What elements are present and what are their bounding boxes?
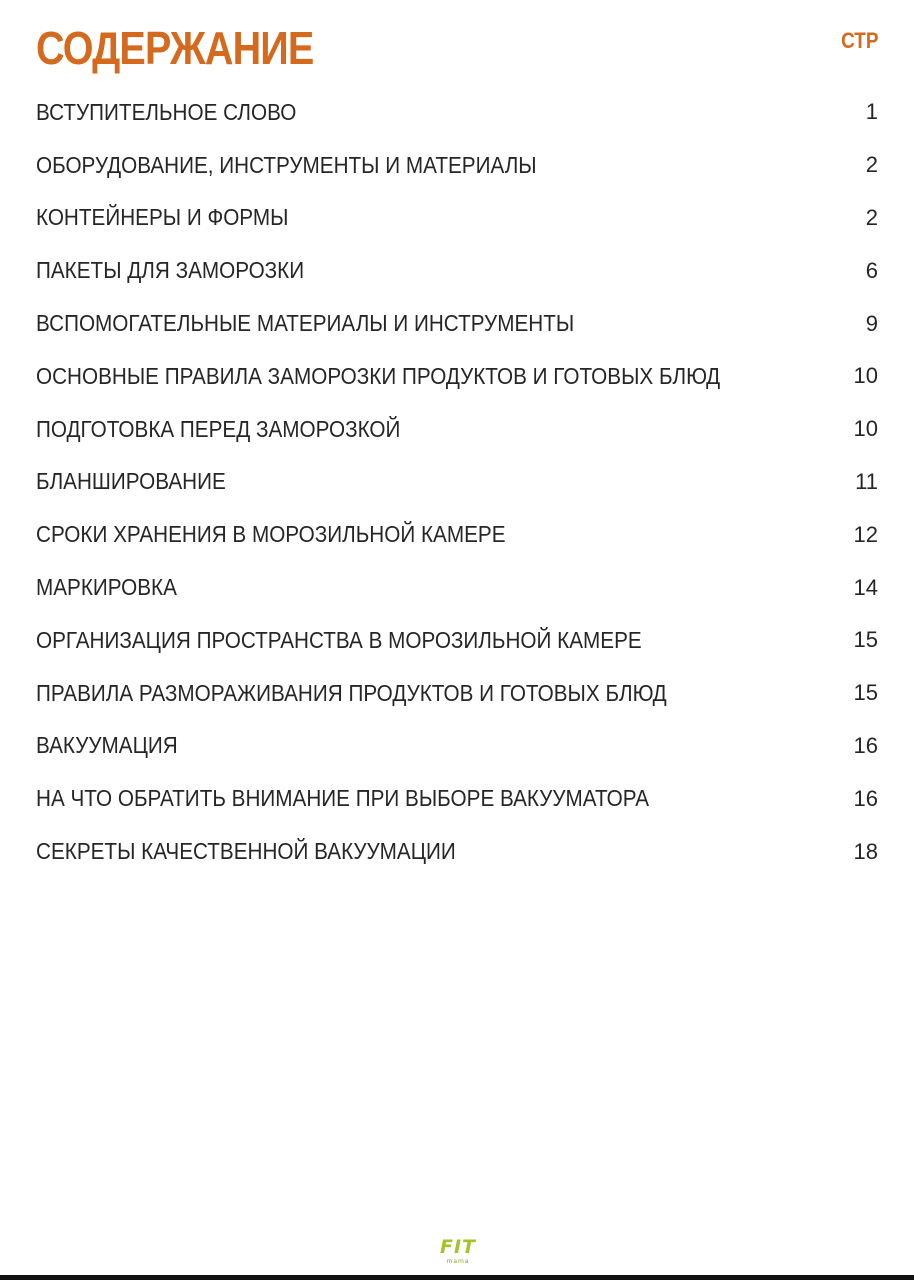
toc-entry-title: БЛАНШИРОВАНИЕ: [36, 468, 226, 495]
toc-entry[interactable]: [36, 297, 878, 350]
toc-entry-title: СРОКИ ХРАНЕНИЯ В МОРОЗИЛЬНОЙ КАМЕРЕ: [36, 521, 506, 548]
toc-entry[interactable]: [36, 244, 878, 297]
toc-entry[interactable]: [36, 772, 878, 825]
toc-entry[interactable]: [36, 561, 878, 614]
toc-entry-title: ОСНОВНЫЕ ПРАВИЛА ЗАМОРОЗКИ ПРОДУКТОВ И ГОТОВЫХ БЛЮД: [36, 362, 721, 389]
toc-entry[interactable]: [36, 139, 878, 192]
toc-entry[interactable]: [36, 667, 878, 720]
page-column-header: СТР: [840, 28, 878, 53]
fit-logo: [430, 1236, 486, 1272]
toc-entry-title: ПОДГОТОВКА ПЕРЕД ЗАМОРОЗКОЙ: [36, 415, 401, 442]
toc-entry-page: 2: [865, 152, 878, 178]
toc-entry-title: ВСТУПИТЕЛЬНОЕ СЛОВО: [36, 98, 297, 125]
toc-entry-page: 16: [853, 732, 878, 758]
toc-entry-page: 11: [855, 468, 878, 494]
logo-wordmark: FIT: [439, 1236, 476, 1258]
page-title: СОДЕРЖАНИЕ: [36, 22, 314, 74]
toc-entry-title: ВСПОМОГАТЕЛЬНЫЕ МАТЕРИАЛЫ И ИНСТРУМЕНТЫ: [36, 310, 575, 337]
toc-entry-title: СЕКРЕТЫ КАЧЕСТВЕННОЙ ВАКУУМАЦИИ: [36, 838, 456, 865]
toc-entry-title: НА ЧТО ОБРАТИТЬ ВНИМАНИЕ ПРИ ВЫБОРЕ ВАКУУМАТОРА: [36, 785, 649, 812]
toc-entry-page: 10: [853, 416, 878, 442]
toc-entry-page: 2: [865, 204, 878, 230]
toc-entry-page: 6: [865, 257, 878, 283]
toc-entry-title: ПАКЕТЫ ДЛЯ ЗАМОРОЗКИ: [36, 257, 305, 284]
toc-entry-page: 12: [853, 521, 878, 547]
toc-entry-page: 1: [865, 99, 878, 125]
toc-entry-title: ВАКУУМАЦИЯ: [36, 732, 178, 759]
toc-entry-title: ОРГАНИЗАЦИЯ ПРОСТРАНСТВА В МОРОЗИЛЬНОЙ КАМЕРЕ: [36, 626, 642, 653]
toc-entry[interactable]: [36, 614, 878, 667]
toc-entry-page: 9: [865, 310, 878, 336]
toc-entry[interactable]: [36, 825, 878, 878]
table-of-contents: [36, 86, 878, 878]
toc-entry[interactable]: [36, 508, 878, 561]
toc-entry-page: 10: [853, 363, 878, 389]
toc-entry-title: ОБОРУДОВАНИЕ, ИНСТРУМЕНТЫ И МАТЕРИАЛЫ: [36, 151, 537, 178]
toc-entry[interactable]: [36, 192, 878, 245]
toc-entry-title: ПРАВИЛА РАЗМОРАЖИВАНИЯ ПРОДУКТОВ И ГОТОВЫХ БЛЮД: [36, 679, 667, 706]
toc-entry-page: 14: [853, 574, 878, 600]
toc-entry-page: 15: [853, 680, 878, 706]
toc-entry[interactable]: [36, 86, 878, 139]
toc-entry[interactable]: [36, 403, 878, 456]
toc-entry[interactable]: [36, 350, 878, 403]
toc-entry-page: 15: [853, 627, 878, 653]
toc-entry[interactable]: [36, 720, 878, 773]
toc-entry-title: МАРКИРОВКА: [36, 574, 177, 601]
toc-entry-page: 16: [853, 785, 878, 811]
bottom-edge-bar: [0, 1275, 914, 1280]
logo-subtext: mama: [446, 1258, 470, 1265]
toc-entry-title: КОНТЕЙНЕРЫ И ФОРМЫ: [36, 204, 289, 231]
toc-entry-page: 18: [853, 838, 878, 864]
toc-entry[interactable]: [36, 456, 878, 509]
